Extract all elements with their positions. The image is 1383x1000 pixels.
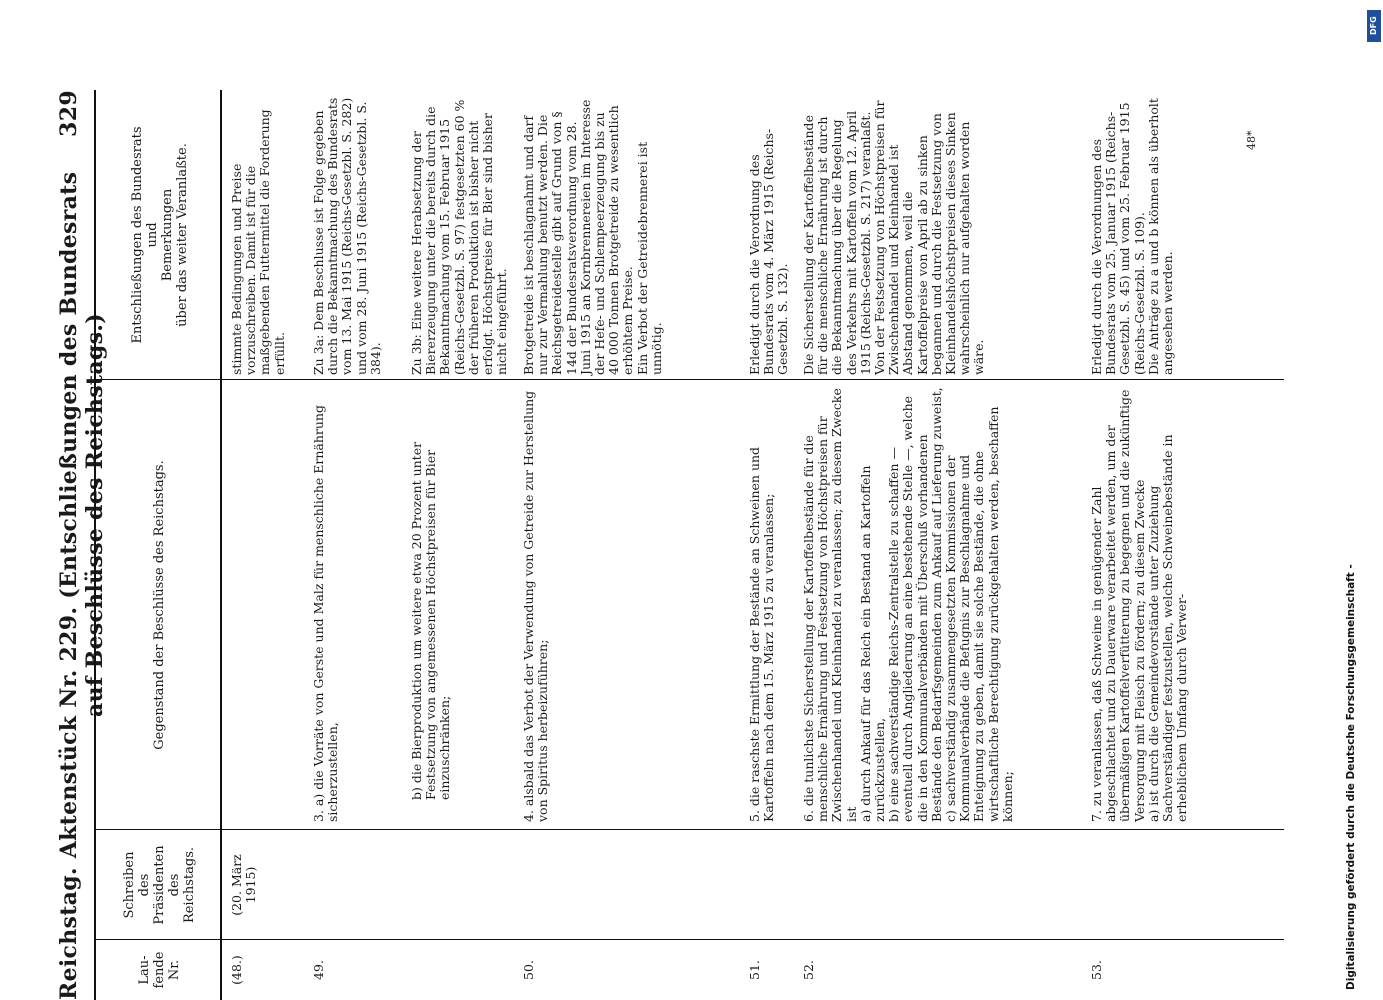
row-gegenstand: 6. die tunlichste Sicherstellung der Kartoffelbestände für die menschliche Ernährung und Festsetzung von Höchstpreisen für Zwischenhandel und Kleinhandel zu veranlassen; zu diesem Zwecke ist a) durch Ankauf für das Reich ein Bestand an Kartoffeln zurückzustellen, b) eine sachverständige Reichs-Zentralstelle zu schaffen — eventuell durch Angliederung an eine bestehende Stelle —, welche die in den Kommunalverbänden mit Überschuß vorhandenen Bestände den Bedarfsgemeinden zum Ankauf auf Lieferung zuweist, c) sachverständig zusammengesetzten Kommissionen der Kommunalverbände die Befugnis zur Beschlagnahme und Enteignung zu geben, damit sie solche Bestände, die ohne wirtschaftliche Berechtigung zurückgehalten werden, beschaffen können; [801,387,1015,822]
column-header-rule [220,90,222,1000]
row-entschliessung: Zu 3a: Dem Beschlusse ist Folge gegeben durch die Bekanntmachung des Bundesrats vom 13. Mai 1915 (Reichs-Gesetzbl. S. 282) und vom 28. Juni 1915 (Reichs-Gesetzbl. S. 384). [311,97,383,375]
row-gegenstand: 3. a) die Vorräte von Gerste und Malz für menschliche Ernährung sicherzustellen, [311,405,341,822]
row-entschliessung: Die Sicherstellung der Kartoffelbestände für die menschliche Ernährung ist durch die Bekanntmachung über die Regelung des Verkehrs mit Kartoffeln vom 12. April 1915 (Reichs-Gesetzbl. S. 217) veranlaßt. Von der Festsetzung von Höchstpreisen für Zwischenhandel und Kleinhandel ist Abstand genommen, weil die Kartoffelpreise von April ab zu sinken begannen und durch die Festsetzung von Kleinhandelshöchstpreisen dieses Sinken wahrscheinlich nur aufgehalten worden wäre. [801,100,987,375]
header-left: Reichstag. [56,867,82,1000]
column-divider [94,939,1284,940]
row-entschliessung: Zu 3b: Eine weitere Herabsetzung der Biererzeugung unter die bereits durch die Bekanntmachung vom 15. Februar 1915 (Reichs-Gesetzbl. S. 97) festgesetzten 60 % der früheren Produktion ist bisher nicht erfolgt. Höchstpreise für Bier sind bisher nicht eingeführt. [409,99,510,375]
dfg-logo: DFG [1367,10,1381,42]
column-divider [94,379,1284,380]
document-page [50,90,1300,1000]
row-number: (48.) [229,955,244,985]
row-date: (20. März 1915) [229,854,259,916]
row-entschliessung: Erledigt durch die Verordnungen des Bundesrats vom 25. Januar 1915 (Reichs-Gesetzbl. S. 45) und vom 25. Februar 1915 (Reichs-Gesetzbl. S. 109). Die Anträge zu a und b können als überholt angesehen werden. [1089,98,1176,375]
row-gegenstand: 7. zu veranlassen, daß Schweine in genügender Zahl abgeschlachtet und zu Dauerware verarbeitet werden, um der übermäßigen Kartoffelverfütterung zu begegnen und die zukünftige Versorgung mit Fleisch zu fördern; zu diesem Zwecke a) ist durch die Gemeindevorstände unter Zuziehung Sachverständiger festzustellen, welche Schweinebestände in erheblichem Umfang durch Verwer- [1089,389,1190,822]
row-number: 52. [801,960,816,980]
header-rule [94,90,96,1000]
page-header [50,90,108,1000]
column-divider [94,829,1284,830]
header-title: Aktenstück Nr. 229. (Entschließungen des Bundesrats auf Beschlüsse des Reichstags.) [56,171,108,859]
row-entschliessung: stimmte Bedingungen und Preise vorzuschreiben. Damit ist für die maßgebenden Futtermittel die Forderung erfüllt. [229,109,287,375]
colhead-gegenstand: Gegenstand der Beschlüsse des Reichstags. [152,460,167,750]
row-number: 51. [747,960,762,980]
row-number: 53. [1089,960,1104,980]
colhead-lfd: Lau- fende Nr. [137,951,182,989]
row-gegenstand: b) die Bierproduktion um weitere etwa 20 Prozent unter Festsetzung von angemessenen Höchstpreisen für Bier einzuschränken; [409,441,453,800]
colhead-entschliessungen: Entschließungen des Bundesrats und Bemerkungen über das weiter Veranlaßte. [129,126,190,344]
row-gegenstand: 5. die raschste Ermittlung der Bestände an Schweinen und Kartoffeln nach dem 15. März 1915 zu veranlassen; [747,446,777,822]
signature-mark: 48* [1245,130,1258,150]
digitization-note: Digitalisierung gefördert durch die Deutsche Forschungsgemeinschaft - [1345,564,1357,990]
page-number: 329 [56,90,82,137]
row-number: 49. [311,960,326,980]
row-entschliessung: Erledigt durch die Verordnung des Bundesrats vom 4. März 1915 (Reichs-Gesetzbl. S. 132). [747,128,791,375]
row-gegenstand: 4. alsbald das Verbot der Verwendung von Getreide zur Herstellung von Spiritus herbeizuführen; [521,390,551,822]
row-entschliessung: Brotgetreide ist beschlagnahmt und darf nur zur Vermahlung benutzt werden. Die Reichsgetreidestelle gibt auf Grund von § 14d der Bundesratsverordnung vom 28. Juni 1915 an Kornbrennereien im Interesse der Hefe- und Schlempeerzeugung bis zu 40 000 Tonnen Brotgetreide zu wesentlich erhöhtem Preise. Ein Verbot der Getreidebrennerei ist unnötig. [521,99,664,375]
colhead-schreiben: Schreiben des Präsidenten des Reichstags. [122,845,197,925]
row-number: 50. [521,960,536,980]
